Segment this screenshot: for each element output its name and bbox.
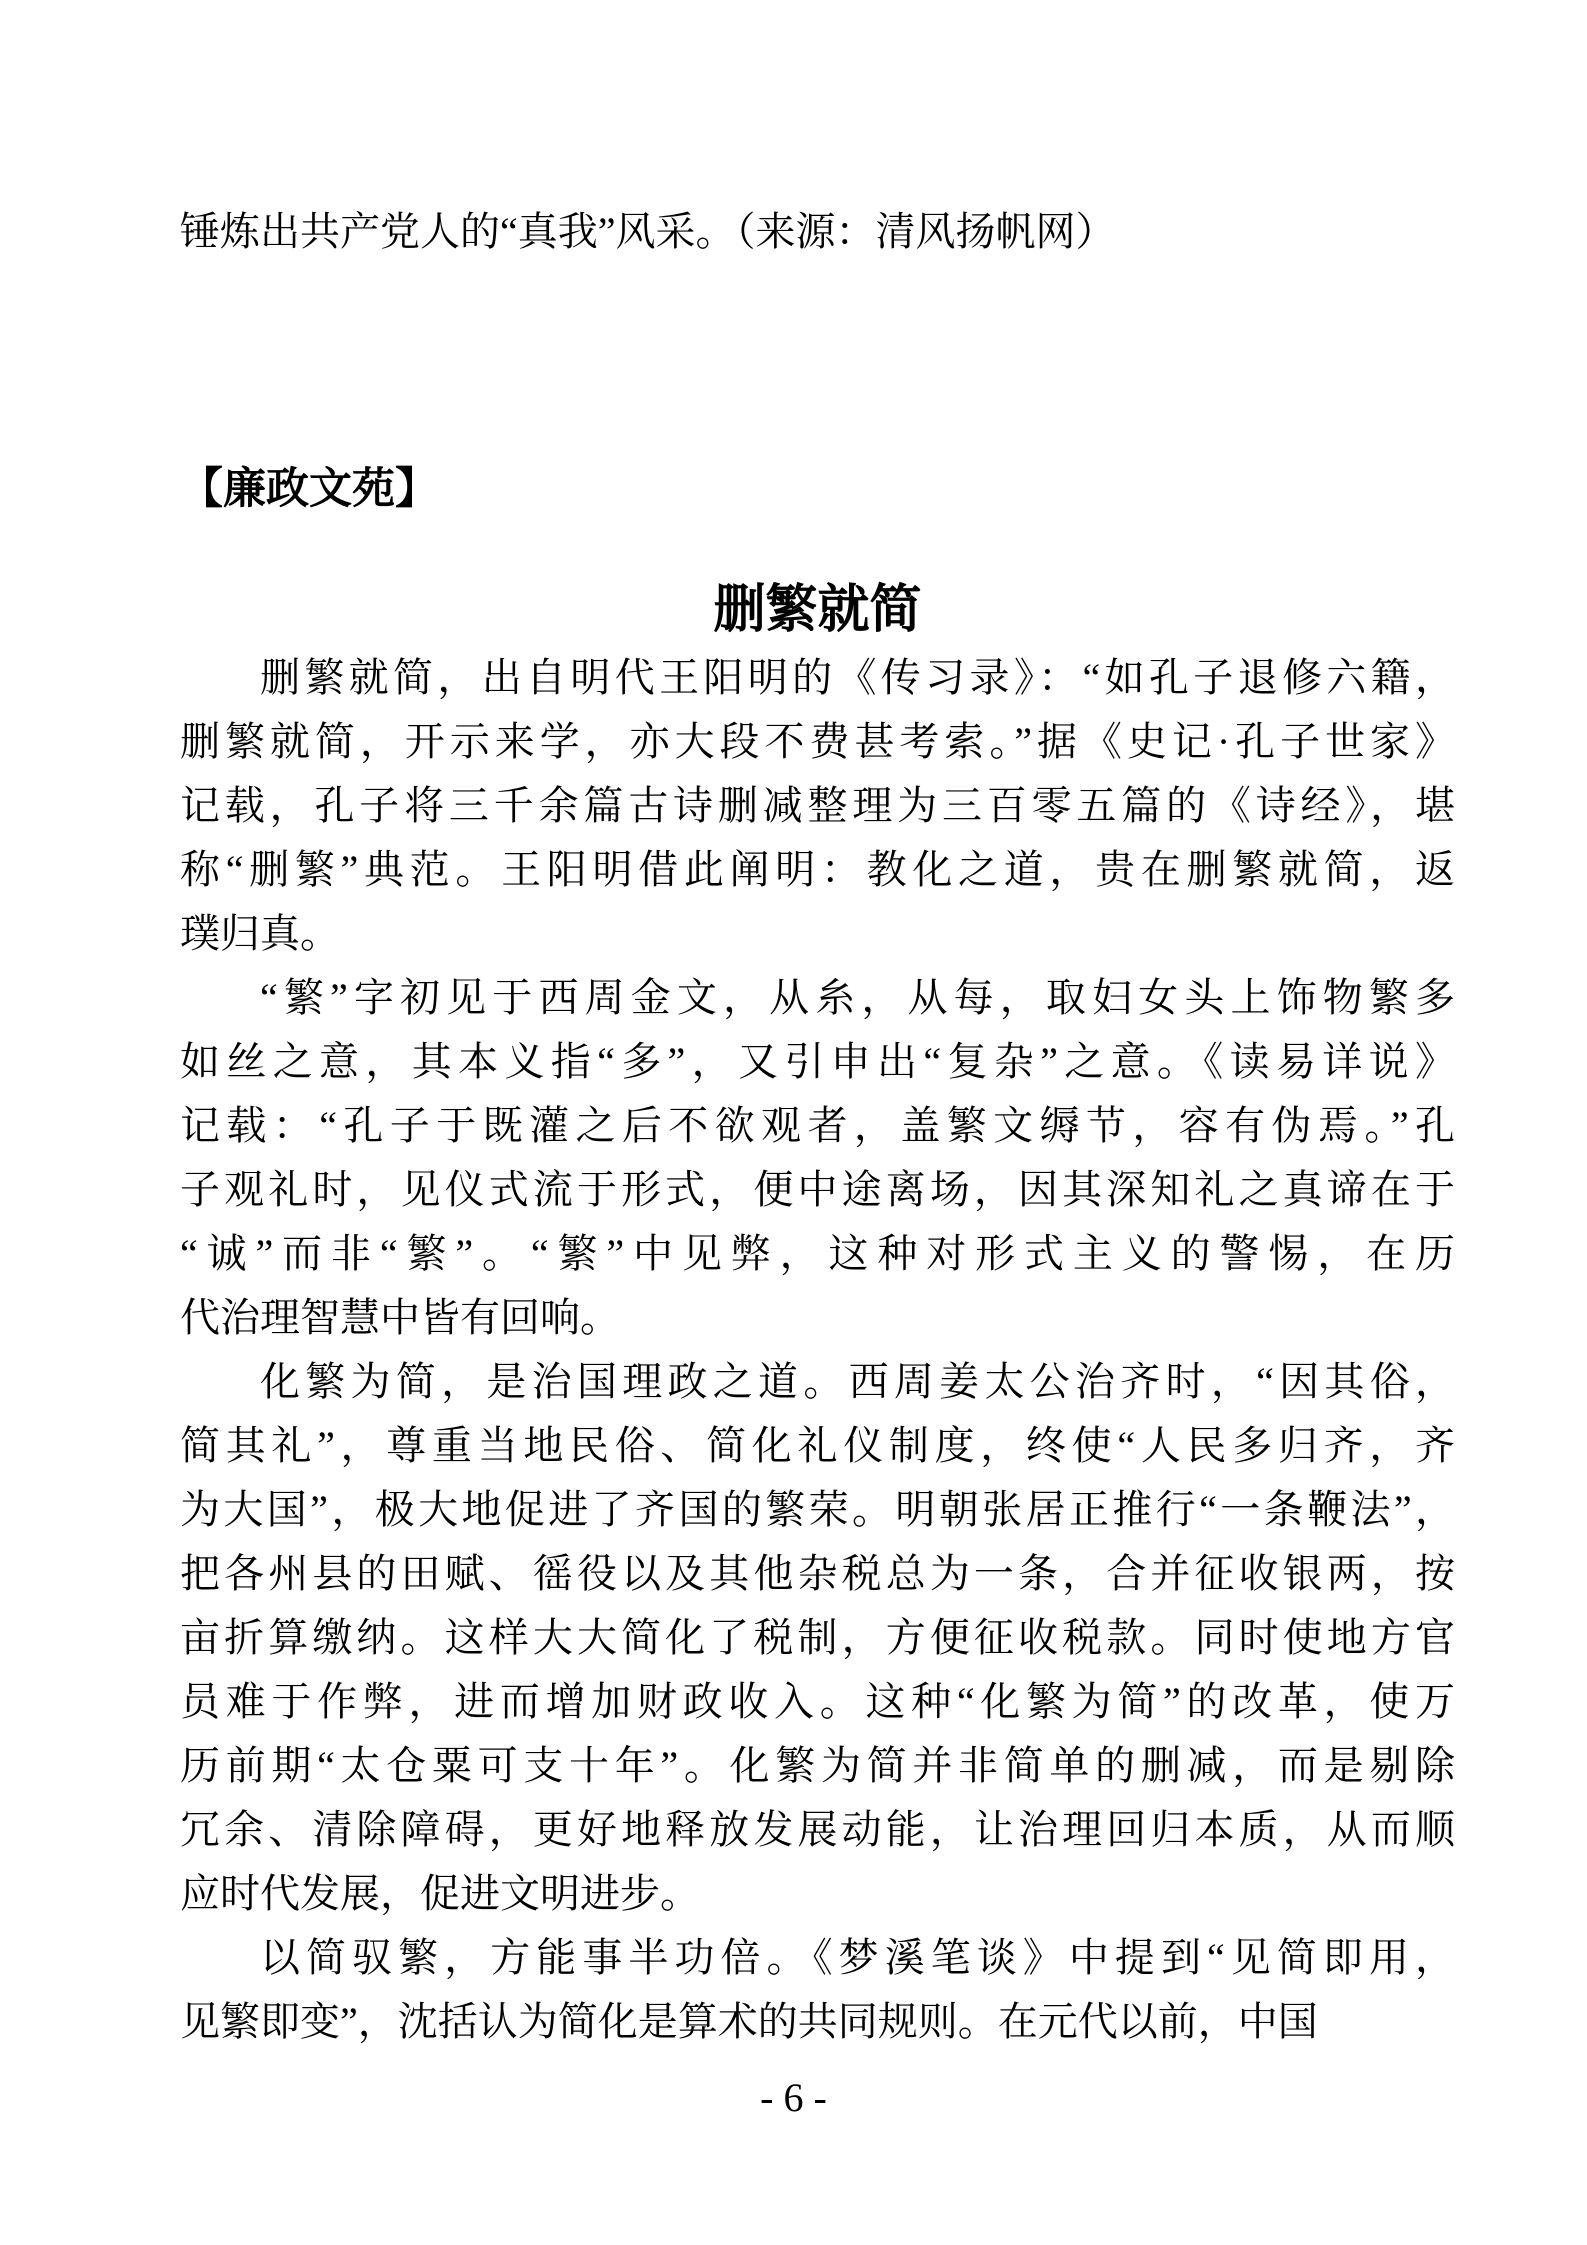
paragraph-1-line-5: 璞归真。 <box>180 911 340 956</box>
paragraph-3-line-4: 把各州县的田赋、徭役以及其他杂税总为一条，合并征收银两，按 <box>180 1551 1455 1596</box>
paragraph-3-line-6: 员难于作弊，进而增加财政收入。这种“化繁为简”的改革，使万 <box>180 1679 1455 1724</box>
paragraph-4-line-2: 见繁即变”，沈括认为简化是算术的共同规则。在元代以前，中国 <box>180 1999 1318 2044</box>
paragraph-2-line-1: “繁”字初见于西周金文，从糸，从每，取妇女头上饰物繁多 <box>260 975 1455 1020</box>
paragraph-1-line-4: 称“删繁”典范。王阳明借此阐明：教化之道，贵在删繁就简，返 <box>180 847 1455 892</box>
paragraph-2-line-4: 子观礼时，见仪式流于形式，便中途离场，因其深知礼之真谛在于 <box>180 1167 1455 1212</box>
paragraph-3-line-1: 化繁为简，是治国理政之道。西周姜太公治齐时，“因其俗， <box>260 1359 1455 1404</box>
paragraph-2-line-2: 如丝之意，其本义指“多”，又引申出“复杂”之意。《读易详说》 <box>180 1039 1455 1084</box>
paragraph-2-line-6: 代治理智慧中皆有回响。 <box>180 1295 620 1340</box>
paragraph-3-line-8: 冗余、清除障碍，更好地释放发展动能，让治理回归本质，从而顺 <box>180 1807 1455 1852</box>
text-column <box>180 0 1455 2054</box>
section-header: 【廉政文苑】 <box>180 466 438 513</box>
intro-paragraph-line: 锤炼出共产党人的“真我”风采。（来源：清风扬帆网） <box>180 209 1116 254</box>
paragraph-1-line-3: 记载，孔子将三千余篇古诗删减整理为三百零五篇的《诗经》，堪 <box>180 783 1455 828</box>
paragraph-3-line-3: 为大国”，极大地促进了齐国的繁荣。明朝张居正推行“一条鞭法”， <box>180 1487 1455 1532</box>
paragraph-3-line-9: 应时代发展，促进文明进步。 <box>180 1871 700 1916</box>
article-body <box>180 646 1455 2054</box>
paragraph-2-line-3: 记载：“孔子于既灌之后不欲观者，盖繁文缛节，容有伪焉。”孔 <box>180 1103 1455 1148</box>
paragraph-4-line-1: 以简驭繁，方能事半功倍。《梦溪笔谈》中提到“见简即用， <box>260 1935 1455 1980</box>
paragraph-3-line-5: 亩折算缴纳。这样大大简化了税制，方便征收税款。同时使地方官 <box>180 1615 1455 1660</box>
paragraph-3-line-2: 简其礼”，尊重当地民俗、简化礼仪制度，终使“人民多归齐，齐 <box>180 1423 1455 1468</box>
paragraph-2-line-5: “诚”而非“繁”。“繁”中见弊，这种对形式主义的警惕，在历 <box>180 1231 1455 1276</box>
page-number: - 6 - <box>760 2075 827 2120</box>
paragraph-1-line-1: 删繁就简，出自明代王阳明的《传习录》：“如孔子退修六籍， <box>260 655 1455 700</box>
article-title: 删繁就简 <box>713 582 922 639</box>
paragraph-3-line-7: 历前期“太仓粟可支十年”。化繁为简并非简单的删减，而是剔除 <box>180 1743 1455 1788</box>
paragraph-1-line-2: 删繁就简，开示来学，亦大段不费甚考索。”据《史记·孔子世家》 <box>180 719 1455 764</box>
